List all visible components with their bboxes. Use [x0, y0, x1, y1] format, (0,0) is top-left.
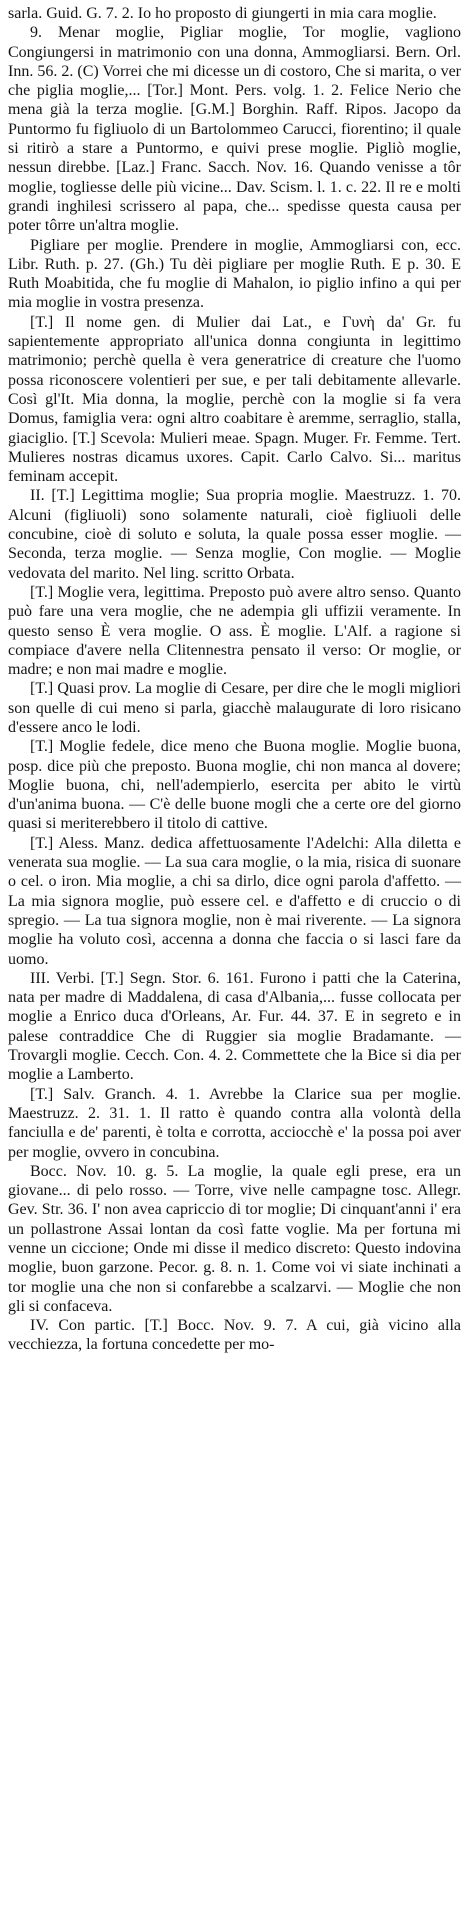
entry-paragraph-pigliare-per-moglie: Pigliare per moglie. Prendere in moglie, Ammogliarsi con, ecc. Libr. Ruth. p. 27. (Gh.) Tu dèi pigliare per moglie Ruth. E p. 30. E Ruth Moabitida, che fu moglie di Mahalon, io piglio infino a qui per mia moglie in vostra presenza.: [8, 236, 461, 312]
entry-paragraph-continuation: sarla. Guid. G. 7. 2. Io ho proposto di giungerti in mia cara moglie.: [8, 5, 437, 22]
entry-paragraph-manzoni-dedica: [T.] Aless. Manz. dedica affettuosamente l'Adelchi: Alla diletta e venerata sua moglie. — La sua cara moglie, o la mia, risica di suonare o cel. o iron. Mia moglie, a chi sa dirlo, dice ogni parola d'affetto. — La mia signora moglie, può essere cel. e d'affetto e di cruccio o di spregio. — La tua signora moglie, non è mai riverente. — La signora moglie ha voluto così, accenna a donna che faccia o si lasci fare da uomo.: [8, 834, 461, 968]
entry-paragraph-salv-granch: [T.] Salv. Granch. 4. 1. Avrebbe la Clarice sua per moglie. Maestruzz. 2. 31. 1. Il ratto è quando contra alla volontà della fanciulla e de' parenti, è tolta e corrotta, acciocchè e' la possa poi aver per moglie, ovvero in concubina.: [8, 1085, 461, 1161]
entry-paragraph-etymology-note: [T.] Il nome gen. di Mulier dai Lat., e Γυνὴ da' Gr. fu sapientemente appropriato all'unica donna congiunta in legittimo matrimonio; perchè quella è vera generatrice di creature che l'uomo possa riconoscere volentieri per sue, e per tali debitamente allevarle. Così gl'It. Mia donna, la moglie, perchè con la moglie si fa vera Domus, famiglia vera: ogni altro coabitare è aremme, serraglio, stalla, giaciglio. [T.] Scevola: Mulieri meae. Spagn. Muger. Fr. Femme. Tert. Mulieres nostras dicamus uxores. Capit. Carlo Calvo. Si... maritus feminam accepit.: [8, 313, 461, 486]
entry-paragraph-section-iv: IV. Con partic. [T.] Bocc. Nov. 9. 7. A cui, già vicino alla vecchiezza, la fortuna concedette per mo-: [8, 1317, 461, 1354]
entry-paragraph-menar-moglie: 9. Menar moglie, Pigliar moglie, Tor moglie, vagliono Congiungersi in matrimonio con una donna, Ammogliarsi. Bern. Orl. Inn. 56. 2. (C) Vorrei che mi dicesse un di costoro, Che si marita, o ver che piglia moglie,... [Tor.] Mont. Pers. volg. 1. 2. Felice Nerio che mena già la terza moglie. [G.M.] Borghin. Raff. Ripos. Jacopo da Puntormo fu figliuolo di un Bartolommeo Carucci, fiorentino; il quale si ritirò a stare a Puntormo, e quivi prese moglie. Pigliò moglie, nessun direbbe. [Laz.] Franc. Sacch. Nov. 16. Quando venisse a tôr moglie, togliesse delle più vicine... Dav. Scism. l. 1. c. 22. Il re e molti grandi inghilesi scrissero al papa, che... spedisse questa causa per poter tôrre un'altra moglie.: [8, 24, 461, 235]
entry-paragraph-section-ii: II. [T.] Legittima moglie; Sua propria moglie. Maestruzz. 1. 70. Alcuni (figliuoli) sono solamente naturali, cioè figliuoli delle concubine, cioè di soluto e soluta, la quale possa esser moglie. — Seconda, terza moglie. — Senza moglie, Con moglie. — Moglie vedovata del marito. Nel ling. scritto Orbata.: [8, 487, 461, 582]
entry-paragraph-moglie-vera: [T.] Moglie vera, legittima. Preposto può avere altro senso. Quanto può fare una vera moglie, che ne adempia gli uffizii veramente. In questo senso È vera moglie. O ass. È moglie. L'Alf. a ragione si compiace d'avere nella Clitennestra pensato il verso: Or moglie, or madre; e non mai madre e moglie.: [8, 583, 461, 679]
entry-paragraph-moglie-fedele: [T.] Moglie fedele, dice meno che Buona moglie. Moglie buona, posp. dice più che preposto. Buona moglie, chi non manca al dovere; Moglie buona, chi, nell'adempierlo, esercita per abito le virtù d'un'anima buona. — C'è delle buone mogli che a certe ore del giorno quasi si meriterebbero il titolo di cattive.: [8, 738, 461, 833]
entry-paragraph-quasi-prov: [T.] Quasi prov. La moglie di Cesare, per dire che le mogli migliori son quelle di cui meno si parla, giacchè malaugurate di loro risicano d'essere anco le lodi.: [8, 680, 461, 736]
entry-paragraph-section-iii-verbi: III. Verbi. [T.] Segn. Stor. 6. 161. Furono i patti che la Caterina, nata per madre di Maddalena, di casa d'Albania,... fusse collocata per moglie a Enrico duca d'Orleans, Ar. Fur. 44. 37. E in segreto e in palese contraddice Che di Ruggier sia moglie Bradamante. — Trovargli moglie. Cecch. Con. 4. 2. Commettete che la Bice si dia per moglie a Lamberto.: [8, 969, 461, 1084]
entry-paragraph-bocc-nov: Bocc. Nov. 10. g. 5. La moglie, la quale egli prese, era un giovane... di pelo rosso. — Torre, vive nelle campagne tosc. Allegr. Gev. Str. 36. I' non avea capriccio di tor moglie; Di cinquant'anni i' era un pollastrone Assai lontan da così fatte voglie. Ma per fortuna mi venne un ciccione; Onde mi disse il medico discreto: Questo indovina moglie, buon garzone. Pecor. g. 8. n. 1. Come voi vi siate inchinati a tor moglie una che non si confarebbe a scalzarvi. — Moglie che non gli si confaceva.: [8, 1162, 461, 1315]
